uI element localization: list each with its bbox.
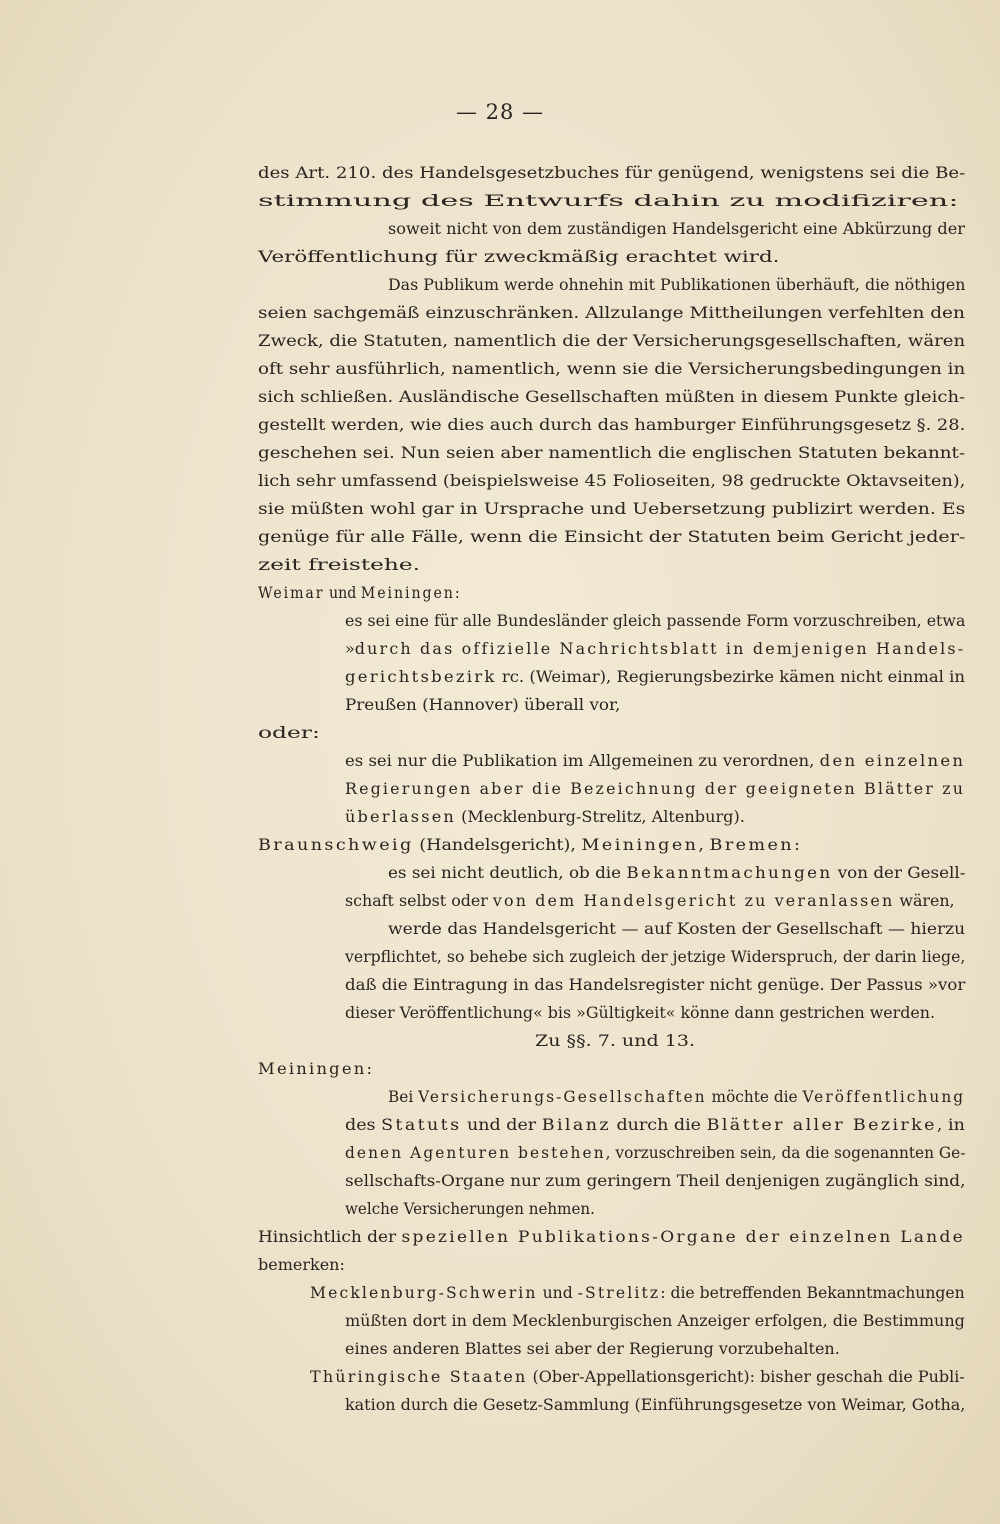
text-segment: lich sehr umfassend (beispielsweise 45 Folioseiten, 98 gedruckte Oktavseiten),: [258, 471, 966, 490]
text-segment: stimmung des Entwurfs dahin zu modifiziren:: [258, 191, 959, 210]
text-segment: rc. (Weimar), Regierungsbezirke kämen nicht einmal in: [496, 667, 966, 686]
text-line: [258, 720, 320, 746]
text-line: [258, 384, 965, 410]
text-segment: sie müßten wohl gar in Ursprache und Uebersetzung publizirt werden. Es: [258, 499, 966, 518]
text-segment: von der Gesell-: [832, 863, 966, 882]
text-segment: durch die: [610, 1115, 707, 1134]
text-line: [388, 1084, 965, 1110]
text-segment: von dem Handelsgericht zu veranlassen: [492, 891, 895, 910]
text-segment: müßten dort in dem Mecklenburgischen Anzeiger erfolgen, die Bestimmung: [345, 1311, 965, 1330]
text-line: [345, 664, 965, 690]
text-segment: geschehen sei. Nun seien aber namentlich die englischen Statuten bekannt-: [258, 443, 966, 462]
text-segment: Thüringische Staaten: [310, 1367, 528, 1386]
text-line: [345, 1196, 595, 1222]
text-segment: und: [324, 583, 361, 602]
text-line: [258, 468, 965, 494]
text-segment: zeit freistehe.: [258, 555, 420, 574]
text-segment: speziellen Publikations-Organe der einzelnen Lande: [401, 1227, 966, 1246]
text-line: [258, 1056, 372, 1082]
text-segment: es sei eine für alle Bundesländer gleich passende Form vorzuschreiben, etwa: [345, 611, 966, 630]
text-line: [345, 1112, 965, 1138]
text-segment: (Handelsgericht),: [413, 835, 582, 854]
text-segment: , vorzuschreiben sein, da die sogenannten Ge-: [605, 1143, 966, 1162]
text-segment: Das Publikum werde ohnehin mit Publikationen überhäuft, die nöthigen: [388, 275, 966, 294]
text-line: [258, 580, 460, 606]
text-line: [258, 412, 965, 438]
text-segment: dieser Veröffentlichung« bis »Gültigkeit« könne dann gestrichen werden.: [345, 1003, 935, 1022]
text-line: [345, 888, 955, 914]
text-segment: und der: [461, 1115, 542, 1134]
text-segment: (Ober-Appellationsgericht): bisher geschah die Publi-: [527, 1367, 965, 1386]
text-segment: :: [454, 583, 460, 602]
text-segment: kation durch die Gesetz-Sammlung (Einführungsgesetze von Weimar, Gotha,: [345, 1395, 966, 1414]
text-segment: Zu §§. 7. und 13.: [535, 1031, 696, 1050]
text-segment: wären,: [894, 891, 955, 910]
text-segment: werde das Handelsgericht — auf Kosten der Gesellschaft — hierzu: [388, 919, 966, 938]
text-segment: und: [537, 1283, 578, 1302]
text-line: [258, 524, 965, 550]
text-line: [258, 328, 965, 354]
text-segment: überlassen: [345, 807, 457, 826]
text-line: [345, 1000, 935, 1026]
text-segment: Braunschweig: [258, 835, 414, 854]
text-segment: sich schließen. Ausländische Gesellschaften müßten in diesem Punkte gleich-: [258, 387, 966, 406]
text-segment: verpflichtet, so behebe sich zugleich der jetzige Widerspruch, der darin liege,: [345, 947, 966, 966]
text-segment: eines anderen Blattes sei aber der Regierung vorzubehalten.: [345, 1339, 840, 1358]
text-line: [258, 188, 959, 214]
text-segment: des Art. 210. des Handelsgesetzbuches für genügend, wenigstens sei die Be-: [258, 163, 966, 182]
text-line: [345, 636, 965, 662]
text-segment: : die betreffenden Bekanntmachungen: [660, 1283, 965, 1302]
text-line: [310, 1364, 965, 1390]
text-line: [258, 440, 965, 466]
text-segment: seien sachgemäß einzuschränken. Allzulange Mittheilungen verfehlten den: [258, 303, 965, 322]
text-segment: Blätter aller Bezirke: [706, 1115, 937, 1134]
text-segment: Regierungen aber die Bezeichnung der geeigneten Blätter zu: [345, 779, 966, 798]
text-segment: -Strelitz: [577, 1283, 661, 1302]
text-segment: Zweck, die Statuten, namentlich die der Versicherungsgesellschaften, wären: [258, 331, 966, 350]
text-line: [258, 552, 420, 578]
page-number: — 28 —: [455, 100, 545, 124]
text-line: [345, 608, 965, 634]
text-line: [345, 944, 965, 970]
text-segment: :: [794, 835, 800, 854]
text-segment: Meiningen: [581, 835, 699, 854]
text-segment: genüge für alle Fälle, wenn die Einsicht der Statuten beim Gericht jeder-: [258, 527, 966, 546]
text-segment: Veröffentlichung für zweckmäßig erachtet wird.: [258, 247, 780, 266]
text-segment: den einzelnen: [819, 751, 966, 770]
text-line: [345, 804, 745, 830]
text-line: [345, 1308, 965, 1334]
text-segment: , in: [936, 1115, 965, 1134]
text-segment: ,: [698, 835, 710, 854]
text-line: [345, 776, 965, 802]
text-segment: Bremen: [709, 835, 795, 854]
text-segment: bemerken:: [258, 1255, 345, 1274]
text-segment: daß die Eintragung in das Handelsregister nicht genüge. Der Passus »vor: [345, 975, 966, 994]
text-segment: gerichtsbezirk: [345, 667, 497, 686]
text-segment: Weimar: [258, 583, 325, 602]
text-line: [258, 244, 779, 270]
text-line: [258, 496, 965, 522]
text-line: [258, 356, 965, 382]
text-segment: Meiningen: [258, 1059, 367, 1078]
text-segment: des: [345, 1115, 382, 1134]
text-segment: »: [345, 639, 355, 658]
text-segment: Veröffentlichung: [802, 1087, 966, 1106]
text-line: [345, 1168, 965, 1194]
text-line: [258, 160, 965, 186]
text-line: [388, 916, 965, 942]
text-segment: gestellt werden, wie dies auch durch das hamburger Einführungsgesetz §. 28.: [258, 415, 966, 434]
text-segment: welche Versicherungen nehmen.: [345, 1199, 595, 1218]
text-line: [310, 1280, 965, 1306]
text-line: [388, 860, 965, 886]
text-segment: Meiningen: [360, 583, 455, 602]
text-segment: :: [366, 1059, 372, 1078]
text-line: [345, 748, 965, 774]
text-segment: Mecklenburg-Schwerin: [310, 1283, 538, 1302]
text-segment: Statuts: [381, 1115, 462, 1134]
text-line: [345, 692, 620, 718]
text-segment: es sei nur die Publikation im Allgemeinen zu verordnen,: [345, 751, 820, 770]
text-line: [345, 1392, 965, 1418]
text-line: [345, 1336, 840, 1362]
text-segment: denen Agenturen bestehen: [345, 1143, 606, 1162]
text-segment: sellschafts-Organe nur zum geringern Theil denjenigen zugänglich sind,: [345, 1171, 966, 1190]
text-line: [345, 972, 965, 998]
text-segment: Versicherungs-Gesellschaften: [418, 1087, 707, 1106]
text-line: [535, 1028, 695, 1054]
text-segment: Hinsichtlich der: [258, 1227, 402, 1246]
text-line: [345, 1140, 965, 1166]
text-segment: soweit nicht von dem zuständigen Handelsgericht eine Abkürzung der: [388, 219, 965, 238]
text-segment: möchte die: [706, 1087, 803, 1106]
text-line: [258, 1252, 345, 1278]
text-segment: Bei: [388, 1087, 419, 1106]
text-segment: durch das offizielle Nachrichtsblatt in demjenigen Handels-: [354, 639, 966, 658]
text-segment: Bekanntmachungen: [626, 863, 833, 882]
text-line: [258, 1224, 965, 1250]
text-line: [388, 272, 965, 298]
text-segment: Preußen (Hannover) überall vor,: [345, 695, 621, 714]
text-segment: es sei nicht deutlich, ob die: [388, 863, 627, 882]
text-segment: (Mecklenburg-Strelitz, Altenburg).: [456, 807, 745, 826]
text-line: [258, 300, 965, 326]
text-segment: schaft selbst oder: [345, 891, 493, 910]
text-segment: Bilanz: [541, 1115, 611, 1134]
text-line: [258, 832, 800, 858]
text-segment: oft sehr ausführlich, namentlich, wenn sie die Versicherungsbedingungen in: [258, 359, 966, 378]
text-line: [388, 216, 965, 242]
text-segment: oder:: [258, 723, 320, 742]
